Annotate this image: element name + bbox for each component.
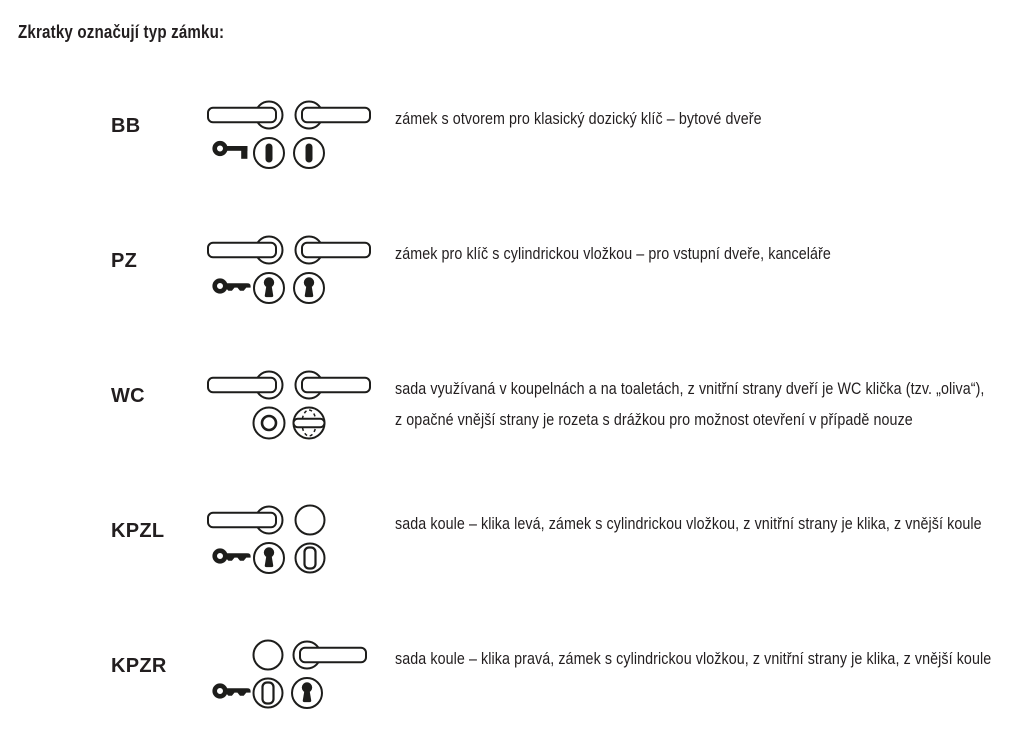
description-line: zámek pro klíč s cylindrickou vložkou – pro vstupní dveře, kanceláře (395, 244, 831, 263)
pz-lockset-diagram (205, 231, 375, 306)
kpzr-lockset-diagram (205, 636, 375, 711)
bb-keyhole-rosette-icon (254, 138, 284, 168)
lock-type-row-bb (0, 96, 1011, 176)
blind-rosette-icon (296, 544, 325, 573)
door-handle-right-icon (294, 642, 367, 669)
pz-keyhole-rosette-icon (294, 273, 324, 303)
lock-type-code: WC (111, 385, 145, 407)
door-handle-left-icon (208, 237, 283, 264)
cylinder-key-icon (215, 281, 251, 292)
description-line: sada koule – klika pravá, zámek s cylindrickou vložkou, z vnitřní strany je klika, z vnější koule (395, 649, 992, 668)
door-handle-right-icon (296, 372, 371, 399)
lock-type-row-kpzr (0, 636, 1011, 716)
description-line: zámek s otvorem pro klasický dozický klíč – bytové dveře (395, 109, 762, 128)
lock-type-row-kpzl (0, 501, 1011, 581)
lock-type-row-pz (0, 231, 1011, 311)
door-handle-left-icon (208, 102, 283, 129)
door-handle-left-icon (208, 372, 283, 399)
cylinder-key-icon (215, 551, 251, 562)
blind-rosette-icon (254, 679, 283, 708)
pz-keyhole-rosette-icon (254, 273, 284, 303)
door-knob-icon (254, 641, 283, 670)
description-line: sada využívaná v koupelnách a na toaletách, z vnitřní strany dveří je WC klička (tzv. „oliva“), (395, 379, 985, 398)
wc-oliva-rosette-icon (294, 408, 325, 439)
lock-type-code: KPZL (111, 520, 165, 542)
lock-type-description (395, 103, 762, 134)
lock-type-description (395, 238, 831, 269)
lock-type-description (395, 643, 991, 674)
description-line: z opačné vnější strany je rozeta s drážkou pro možnost otevření v případě nouze (395, 410, 913, 429)
pz-keyhole-rosette-icon (254, 543, 284, 573)
pz-keyhole-rosette-icon (292, 678, 322, 708)
door-handle-left-icon (208, 507, 283, 534)
door-handle-right-icon (296, 237, 371, 264)
lock-type-code: PZ (111, 250, 138, 272)
bb-keyhole-rosette-icon (294, 138, 324, 168)
slotted-rosette-icon (254, 408, 285, 439)
bit-key-icon (215, 143, 248, 159)
lock-type-code: KPZR (111, 655, 167, 677)
bb-lockset-diagram (205, 96, 375, 171)
page-title: Zkratky označují typ zámku: (18, 22, 225, 42)
lock-type-row-wc (0, 366, 1011, 446)
description-line: sada koule – klika levá, zámek s cylindrickou vložkou, z vnitřní strany je klika, z vnější koule (395, 514, 982, 533)
wc-lockset-diagram (205, 366, 375, 441)
door-knob-icon (296, 506, 325, 535)
kpzl-lockset-diagram (205, 501, 375, 576)
cylinder-key-icon (215, 686, 251, 697)
lock-type-description (395, 373, 984, 435)
lock-type-description (395, 508, 982, 539)
lock-type-code: BB (111, 115, 141, 137)
door-handle-right-icon (296, 102, 371, 129)
